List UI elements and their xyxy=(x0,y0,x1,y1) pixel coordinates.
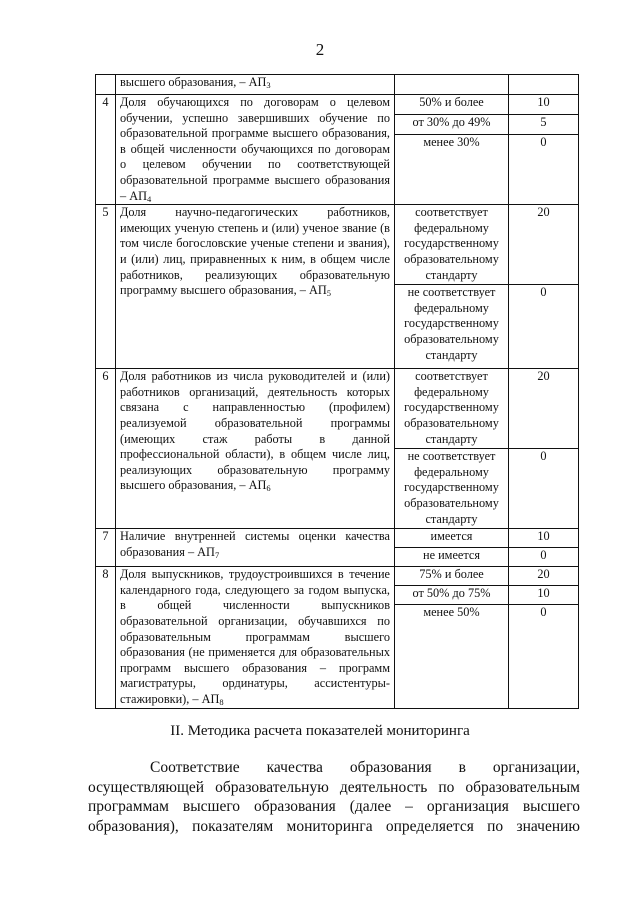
criterion: 50% и более xyxy=(395,95,509,115)
indicator-text: Наличие внутренней системы оценки качества образования – АП7 xyxy=(116,529,395,567)
table-row xyxy=(96,95,579,115)
table-row xyxy=(96,205,579,285)
paragraph-line: Соответствие качества образования в организации, xyxy=(150,759,580,776)
criterion: от 50% до 75% xyxy=(395,585,509,604)
paragraph-line: осуществляющей образовательную деятельность по образовательным xyxy=(88,778,580,796)
body-paragraph xyxy=(88,758,580,836)
indicator-text: Доля обучающихся по договорам о целевом обучении, успешно завершивших обучение по образовательной программе высшего образования, в общей численности обучающихся по договорам о целевом обучении по соответствующей образовательной программе высшего образования – АП4 xyxy=(116,95,395,205)
score: 10 xyxy=(509,95,579,115)
table-row xyxy=(96,529,579,548)
criterion: от 30% до 49% xyxy=(395,115,509,135)
criterion: соответствует федеральному государственному образовательному стандарту xyxy=(395,369,509,449)
criterion: 75% и более xyxy=(395,567,509,586)
score: 20 xyxy=(509,205,579,285)
row-number: 7 xyxy=(96,529,116,567)
score: 20 xyxy=(509,567,579,586)
criterion: соответствует федеральному государственному образовательному стандарту xyxy=(395,205,509,285)
table-row xyxy=(96,75,579,95)
paragraph-line: программам высшего образования (далее – организация высшего xyxy=(88,798,580,815)
page-number: 2 xyxy=(315,40,325,59)
row-number: 4 xyxy=(96,95,116,205)
score: 0 xyxy=(509,548,579,567)
row-number: 5 xyxy=(96,205,116,369)
table-row xyxy=(96,567,579,586)
indicator-text: высшего образования, – АП3 xyxy=(116,75,395,95)
score: 0 xyxy=(509,449,579,529)
score: 10 xyxy=(509,585,579,604)
criterion: не соответствует федеральному государственному образовательному стандарту xyxy=(395,449,509,529)
score: 20 xyxy=(509,369,579,449)
indicator-text: Доля научно-педагогических работников, имеющих ученую степень и (или) ученое звание (в том числе богословские ученые степени и звания), и (или) лиц, приравненных к ним, в общем числе работников, реализующих образовательную программу высшего образования, – АП5 xyxy=(116,205,395,369)
criterion: менее 50% xyxy=(395,604,509,708)
row-number xyxy=(96,75,116,95)
paragraph-line: образования), показателям мониторинга определяется по значению xyxy=(88,817,580,835)
score: 0 xyxy=(509,135,579,205)
criterion: имеется xyxy=(395,529,509,548)
row-number: 8 xyxy=(96,567,116,708)
indicator-text: Доля выпускников, трудоустроившихся в течение календарного года, следующего за годом выпуска, в общей численности выпускников образовательной организации, обучавшихся по образовательным программам высшего образования (не применяется для образовательных программ высшего образования – программ магистратуры, ординатуры, ассистентуры-стажировки), – АП8 xyxy=(116,567,395,708)
criterion: не соответствует федеральному государственному образовательному стандарту xyxy=(395,285,509,369)
indicator-text: Доля работников из числа руководителей и (или) работников организаций, деятельность которых связана с направленностью (профилем) реализуемой образовательной программы (имеющих стаж работы в данной профессиональной области), в общем числе лиц, реализующих образовательную программу высшего образования, – АП6 xyxy=(116,369,395,529)
table-row xyxy=(96,369,579,449)
row-number: 6 xyxy=(96,369,116,529)
score: 10 xyxy=(509,529,579,548)
criterion: не имеется xyxy=(395,548,509,567)
score: 0 xyxy=(509,604,579,708)
monitoring-indicators-table xyxy=(95,74,579,709)
score: 0 xyxy=(509,285,579,369)
section-title: II. Методика расчета показателей мониторинга xyxy=(170,723,470,739)
score: 5 xyxy=(509,115,579,135)
criterion: менее 30% xyxy=(395,135,509,205)
